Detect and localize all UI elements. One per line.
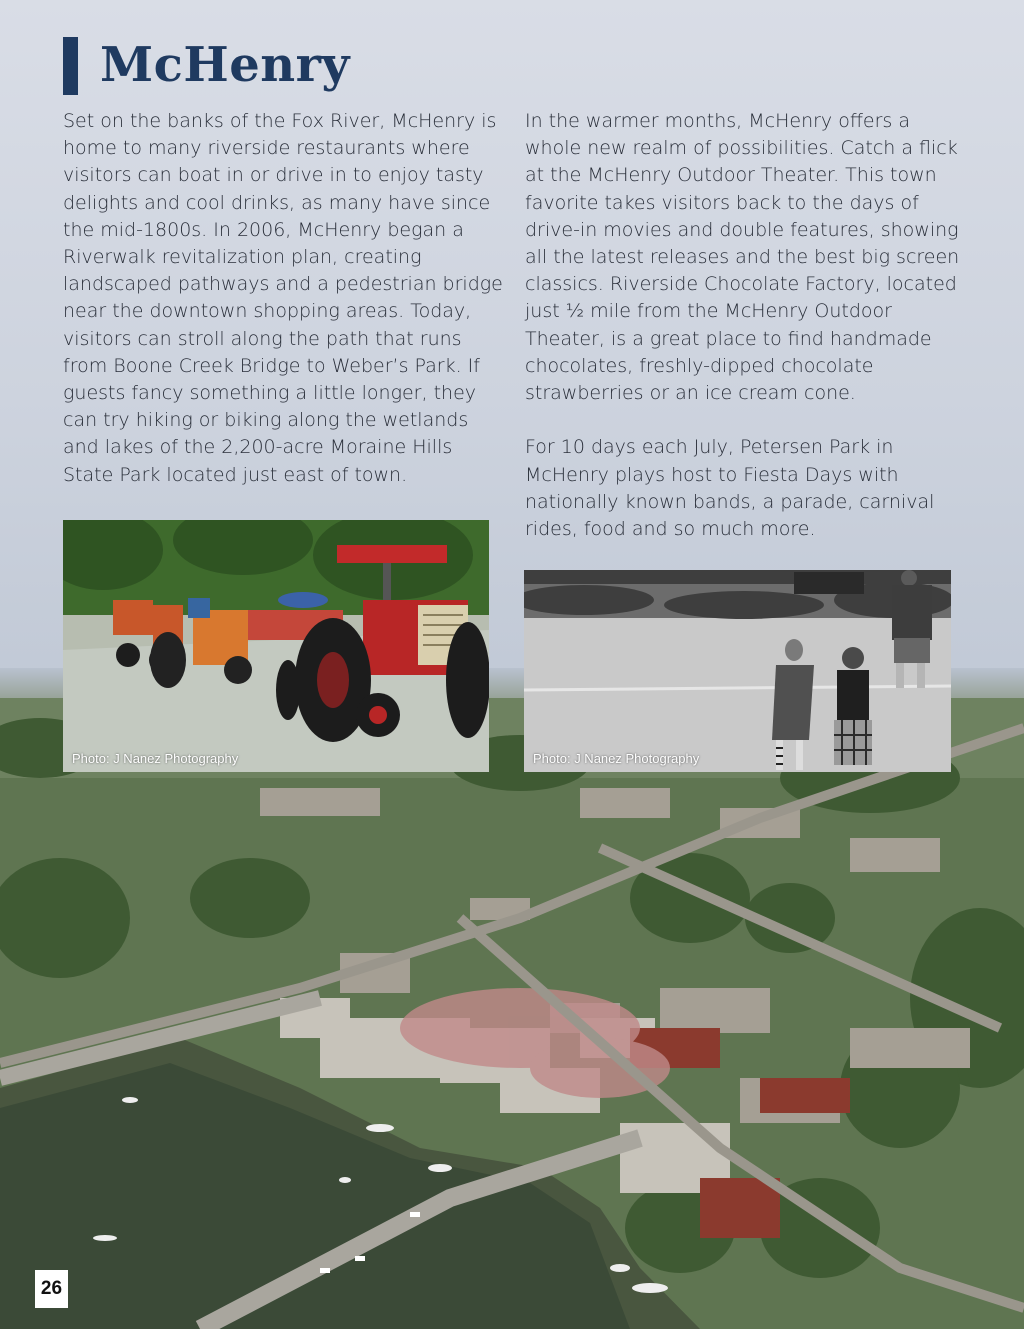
left-paragraph: Set on the banks of the Fox River, McHenry is home to many riverside restaurants where visitors can boat in or drive in to enjoy tasty delights and cool drinks, as many have since the mid-1800s. In 2006, McHenry began a Riverwalk revitalization plan, creating landscaped pathways and a pedestrian bridge near the downtown shopping areas. Today, visitors can stroll along the path that runs from Boone Creek Bridge to Weber’s Park. If guests fancy something a little longer, they can try hiking or biking along the wetlands and lakes of the 2,200-acre Moraine Hills State Park located just east of town. bbox=[63, 110, 503, 486]
right-paragraph-1: In the warmer months, McHenry offers a whole new realm of possibilities. Catch a flick at the McHenry Outdoor Theater. This town favorite takes visitors back to the days of drive-in movies and double features, showing all the latest releases and the best big screen classics. Riverside Chocolate Factory, located just ½ mile from the McHenry Outdoor Theater, is a great place to find handmade chocolates, freshly-dipped chocolate strawberries or an ice cream cone. bbox=[525, 110, 960, 405]
page-title: McHenry bbox=[100, 37, 350, 93]
kids-parade-photo bbox=[524, 570, 951, 772]
right-paragraph-2: For 10 days each July, Petersen Park in McHenry plays host to Fiesta Days with nationally known bands, a parade, carnival rides, food and so much more. bbox=[525, 436, 935, 541]
page-number: 26 bbox=[35, 1270, 68, 1308]
title-accent-bar bbox=[63, 37, 78, 95]
right-text-column bbox=[525, 108, 965, 543]
left-text-column bbox=[63, 108, 503, 489]
tractor-parade-photo bbox=[63, 520, 489, 772]
photo-1-caption: Photo: J Nanez Photography bbox=[72, 751, 239, 766]
photo-2-caption: Photo: J Nanez Photography bbox=[533, 751, 700, 766]
